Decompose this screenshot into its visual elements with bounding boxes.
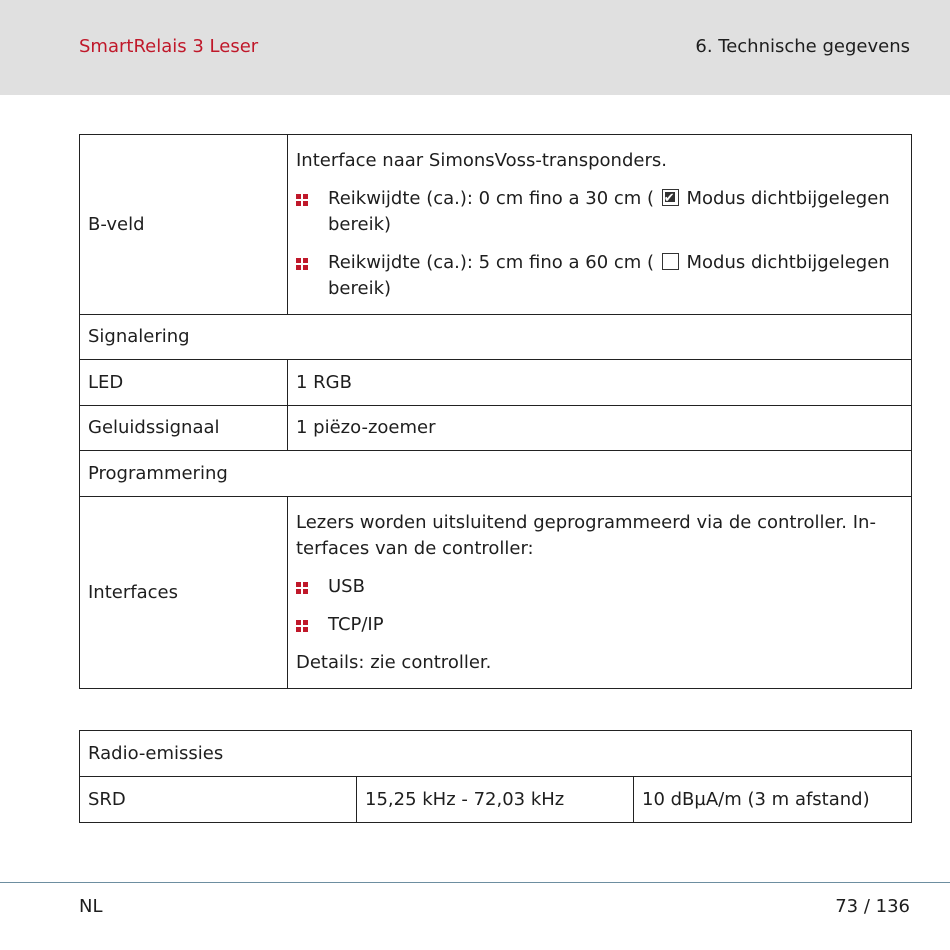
list-item bbox=[296, 250, 903, 302]
bullet-icon bbox=[296, 612, 328, 632]
radio-type: SRD bbox=[80, 777, 357, 823]
radio-emissions-table bbox=[79, 730, 912, 823]
language-code: NL bbox=[79, 896, 103, 917]
interfaces-intro: Lezers worden uitsluitend geprogrammeerd via de controller. In-terfaces van de controller: bbox=[296, 511, 876, 559]
bullet-icon bbox=[296, 186, 328, 206]
section-heading-signalering: Signalering bbox=[80, 315, 912, 360]
technical-data-table bbox=[79, 134, 912, 689]
bullet-text: USB bbox=[328, 575, 365, 597]
checked-checkbox-icon bbox=[662, 189, 679, 206]
row-label-bveld: B-veld bbox=[80, 135, 288, 315]
list-item bbox=[296, 574, 903, 600]
table-row bbox=[80, 360, 912, 406]
chapter-title: 6. Technische gegevens bbox=[695, 36, 910, 57]
table-row bbox=[80, 135, 912, 315]
row-label-geluid: Geluidssignaal bbox=[80, 406, 288, 451]
unchecked-checkbox-icon bbox=[662, 253, 679, 270]
bullet-text: TCP/IP bbox=[328, 613, 384, 635]
interfaces-details: Details: zie controller. bbox=[296, 651, 492, 673]
bveld-intro: Interface naar SimonsVoss-transponders. bbox=[296, 149, 667, 171]
section-heading-radio: Radio-emissies bbox=[80, 731, 912, 777]
table-row bbox=[80, 315, 912, 360]
table-row bbox=[80, 451, 912, 497]
product-title: SmartRelais 3 Leser bbox=[79, 36, 259, 57]
bveld-description bbox=[288, 135, 912, 315]
table-row bbox=[80, 731, 912, 777]
bullet-text: Modus dichtbijgelegen bereik) bbox=[328, 187, 890, 235]
table-row bbox=[80, 406, 912, 451]
bullet-text: Modus dichtbijgelegen bereik) bbox=[328, 251, 890, 299]
table-row bbox=[80, 497, 912, 689]
row-value-led: 1 RGB bbox=[288, 360, 912, 406]
page-number: 73 / 136 bbox=[835, 896, 910, 917]
interfaces-description bbox=[288, 497, 912, 689]
bullet-icon bbox=[296, 250, 328, 270]
footer-divider bbox=[0, 882, 950, 883]
row-label-led: LED bbox=[80, 360, 288, 406]
bullet-text: Reikwijdte (ca.): 5 cm fino a 60 cm ( bbox=[328, 251, 655, 273]
section-heading-programmering: Programmering bbox=[80, 451, 912, 497]
bullet-text: Reikwijdte (ca.): 0 cm fino a 30 cm ( bbox=[328, 187, 655, 209]
radio-frequency: 15,25 kHz - 72,03 kHz bbox=[357, 777, 634, 823]
radio-field-strength: 10 dBµA/m (3 m afstand) bbox=[634, 777, 912, 823]
list-item bbox=[296, 612, 903, 638]
page-header bbox=[0, 0, 950, 95]
row-value-geluid: 1 piëzo-zoemer bbox=[288, 406, 912, 451]
row-label-interfaces: Interfaces bbox=[80, 497, 288, 689]
bullet-icon bbox=[296, 574, 328, 594]
table-row bbox=[80, 777, 912, 823]
list-item bbox=[296, 186, 903, 238]
